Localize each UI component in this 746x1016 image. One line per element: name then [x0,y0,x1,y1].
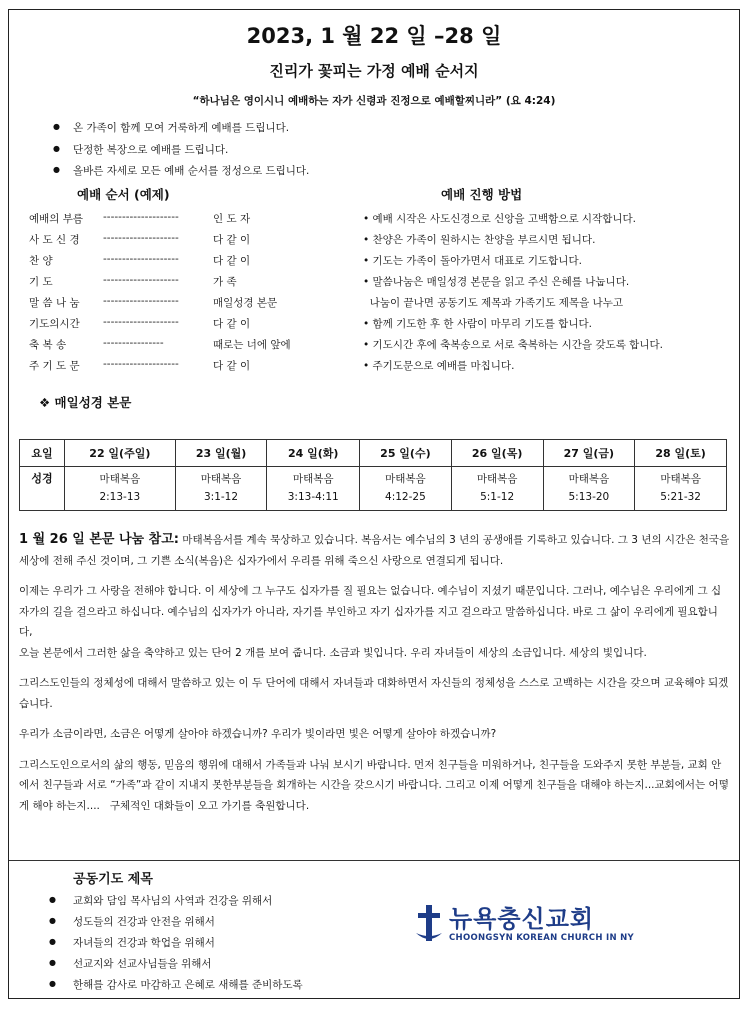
table-cell: 마태복음 3:1-12 [175,467,267,511]
worship-order-list [29,211,293,379]
method-line: • 주기도문으로 예배를 마칩니다. [363,359,515,372]
table-header: 28 일(토) [635,440,727,467]
table-header: 22 일(주일) [65,440,176,467]
table-header: 요일 [20,440,65,467]
list-item: ● 자녀들의 건강과 학업을 위해서 [49,935,303,956]
reflection-paragraph: 1 월 26 일 본문 나눔 참고: 마태복음서를 계속 묵상하고 있습니다. 복음서는 예수님의 3 년의 공생애를 기록하고 있습니다. 그 3 년의 시간은 천국을 세상에 전해 주신 것이며, 그 기쁜 소식(복음)은 십자가에서 우리를 위해 죽으신 사랑으로 연결되게 됩니다. [19,532,730,567]
method-line: • 예배 시작은 사도신경으로 신앙을 고백함으로 시작합니다. [363,212,636,225]
order-row: 축 복 송 ---------------- 때로는 너에 앞에 [29,336,291,351]
order-heading: 예배 순서 (예제) [77,186,170,202]
reflection-lead: 1 월 26 일 본문 나눔 참고: [19,532,179,547]
worship-guide-page [8,9,740,999]
table-header: 24 일(화) [267,440,360,467]
worship-method-list [363,211,663,379]
reflection-paragraph: 우리가 소금이라면, 소금은 어떻게 살아야 하겠습니까? 우리가 빛이라면 빛은 어떻게 살아야 하겠습니까? [19,728,497,740]
bible-heading: ❖ 매일성경 본문 [39,394,132,410]
table-header: 23 일(월) [175,440,267,467]
method-line: • 기도는 가족이 돌아가면서 대표로 기도합니다. [363,254,582,267]
table-cell: 마태복음 5:21-32 [635,467,727,511]
table-cell: 마태복음 5:1-12 [451,467,543,511]
table-cell: 성경 [20,467,65,511]
logo-english-name: CHOONGSYN KOREAN CHURCH IN NY [449,933,634,943]
order-row: 주 기 도 문 -------------------- 다 같 이 [29,357,251,372]
reflection-section [19,530,731,826]
prayer-heading: 공동기도 제목 [73,872,153,887]
table-cell: 마태복음 5:13-20 [543,467,635,511]
table-cell: 마태복음 4:12-25 [360,467,452,511]
table-header: 25 일(수) [360,440,452,467]
page-title: 2023, 1 월 22 일 –28 일 [246,24,502,48]
reflection-paragraph: 그리스도인으로서의 삶의 행동, 믿음의 행위에 대해서 가족들과 나눠 보시기 바랍니다. 먼저 친구들을 미워하거나, 친구들을 도와주지 못한 부분들, 교회 안에서 친구들과 서로 “가족”과 같이 지내지 못한부분들을 회개하는 시간을 갖으시기 바랍니다. 그리고 이제 어떻게 친구들을 대해야 하는지...교회에서는 어떻게 해야 하는지.... 구체적인 대화들이 오고 가기를 축원합니다. [19,758,729,812]
method-line: • 말씀나눔은 매일성경 본문을 읽고 주신 은혜를 나눕니다. [363,275,630,288]
section-divider [9,860,739,861]
order-row: 기도의시간 -------------------- 다 같 이 [29,315,251,330]
order-row: 기 도 -------------------- 가 족 [29,273,237,288]
order-row: 사 도 신 경 -------------------- 다 같 이 [29,231,251,246]
table-row [20,467,727,511]
prayer-section [49,868,303,998]
bible-reading-table [19,439,727,511]
table-row [20,440,727,467]
worship-columns [9,185,739,375]
list-item: ● 단정한 복장으로 예배를 드립니다. [53,142,739,164]
cross-icon [415,903,443,945]
prayer-list [49,893,303,998]
reflection-paragraph: 이제는 우리가 그 사랑을 전해야 합니다. 이 세상에 그 누구도 십자가를 질 필요는 없습니다. 예수님이 지셨기 때문입니다. 그러나, 예수님은 우리에게 그 십자가의 길을 걸으라고 하십니다. 예수님의 십자가가 아니라, 자기를 부인하고 자기 십자가를 지고 걸으라고 말씀하십니다. 바로 그 삶이 우리에게 필요합니다, 오늘 본문에서 그러한 삶을 축약하고 있는 단어 2 개를 보여 줍니다. 소금과 빛입니다. 우리 자녀들이 세상의 소금입니다. 세상의 빛입니다. [19,585,722,659]
list-item: ● 성도들의 건강과 안전을 위해서 [49,914,303,935]
table-header: 27 일(금) [543,440,635,467]
order-row: 예배의 부름 -------------------- 인 도 자 [29,210,251,225]
method-line: • 함께 기도한 후 한 사람이 마무리 기도를 합니다. [363,317,592,330]
table-header: 26 일(목) [451,440,543,467]
method-line: • 기도시간 후에 축복송으로 서로 축복하는 시간을 갖도록 합니다. [363,338,663,351]
list-item: ● 한해를 감사로 마감하고 은혜로 새해를 준비하도록 [49,977,303,998]
list-item: ● 온 가족이 함께 모여 거룩하게 예배를 드립니다. [53,120,739,142]
scripture-quote: “하나님은 영이시니 예배하는 자가 신령과 진정으로 예배할찌니라” (요 4:24) [192,95,556,107]
method-heading: 예배 진행 방법 [441,186,523,202]
list-item: ● 올바른 자세로 모든 예배 순서를 정성으로 드립니다. [53,163,739,185]
method-line: • 찬양은 가족이 원하시는 찬양을 부르시면 됩니다. [363,233,596,246]
list-item: ● 교회와 담임 목사님의 사역과 건강을 위해서 [49,893,303,914]
intro-bullets [53,120,739,185]
page-subtitle: 진리가 꽃피는 가정 예배 순서지 [269,62,479,80]
table-cell: 마태복음 2:13-13 [65,467,176,511]
church-logo [415,903,634,945]
logo-korean-name: 뉴욕충신교회 [449,905,595,933]
table-cell: 마태복음 3:13-4:11 [267,467,360,511]
reflection-paragraph: 그리스도인들의 정체성에 대해서 말씀하고 있는 이 두 단어에 대해서 자녀들과 대화하면서 자신들의 정체성을 스스로 고백하는 시간을 갖으며 교육해야 되겠습니다. [19,677,729,710]
order-row: 찬 양 -------------------- 다 같 이 [29,252,251,267]
method-line: 나눔이 끝나면 공동기도 제목과 가족기도 제목을 나누고 [363,296,623,309]
list-item: ● 선교지와 선교사님들을 위해서 [49,956,303,977]
order-row: 말 씀 나 눔 -------------------- 매일성경 본문 [29,294,278,309]
